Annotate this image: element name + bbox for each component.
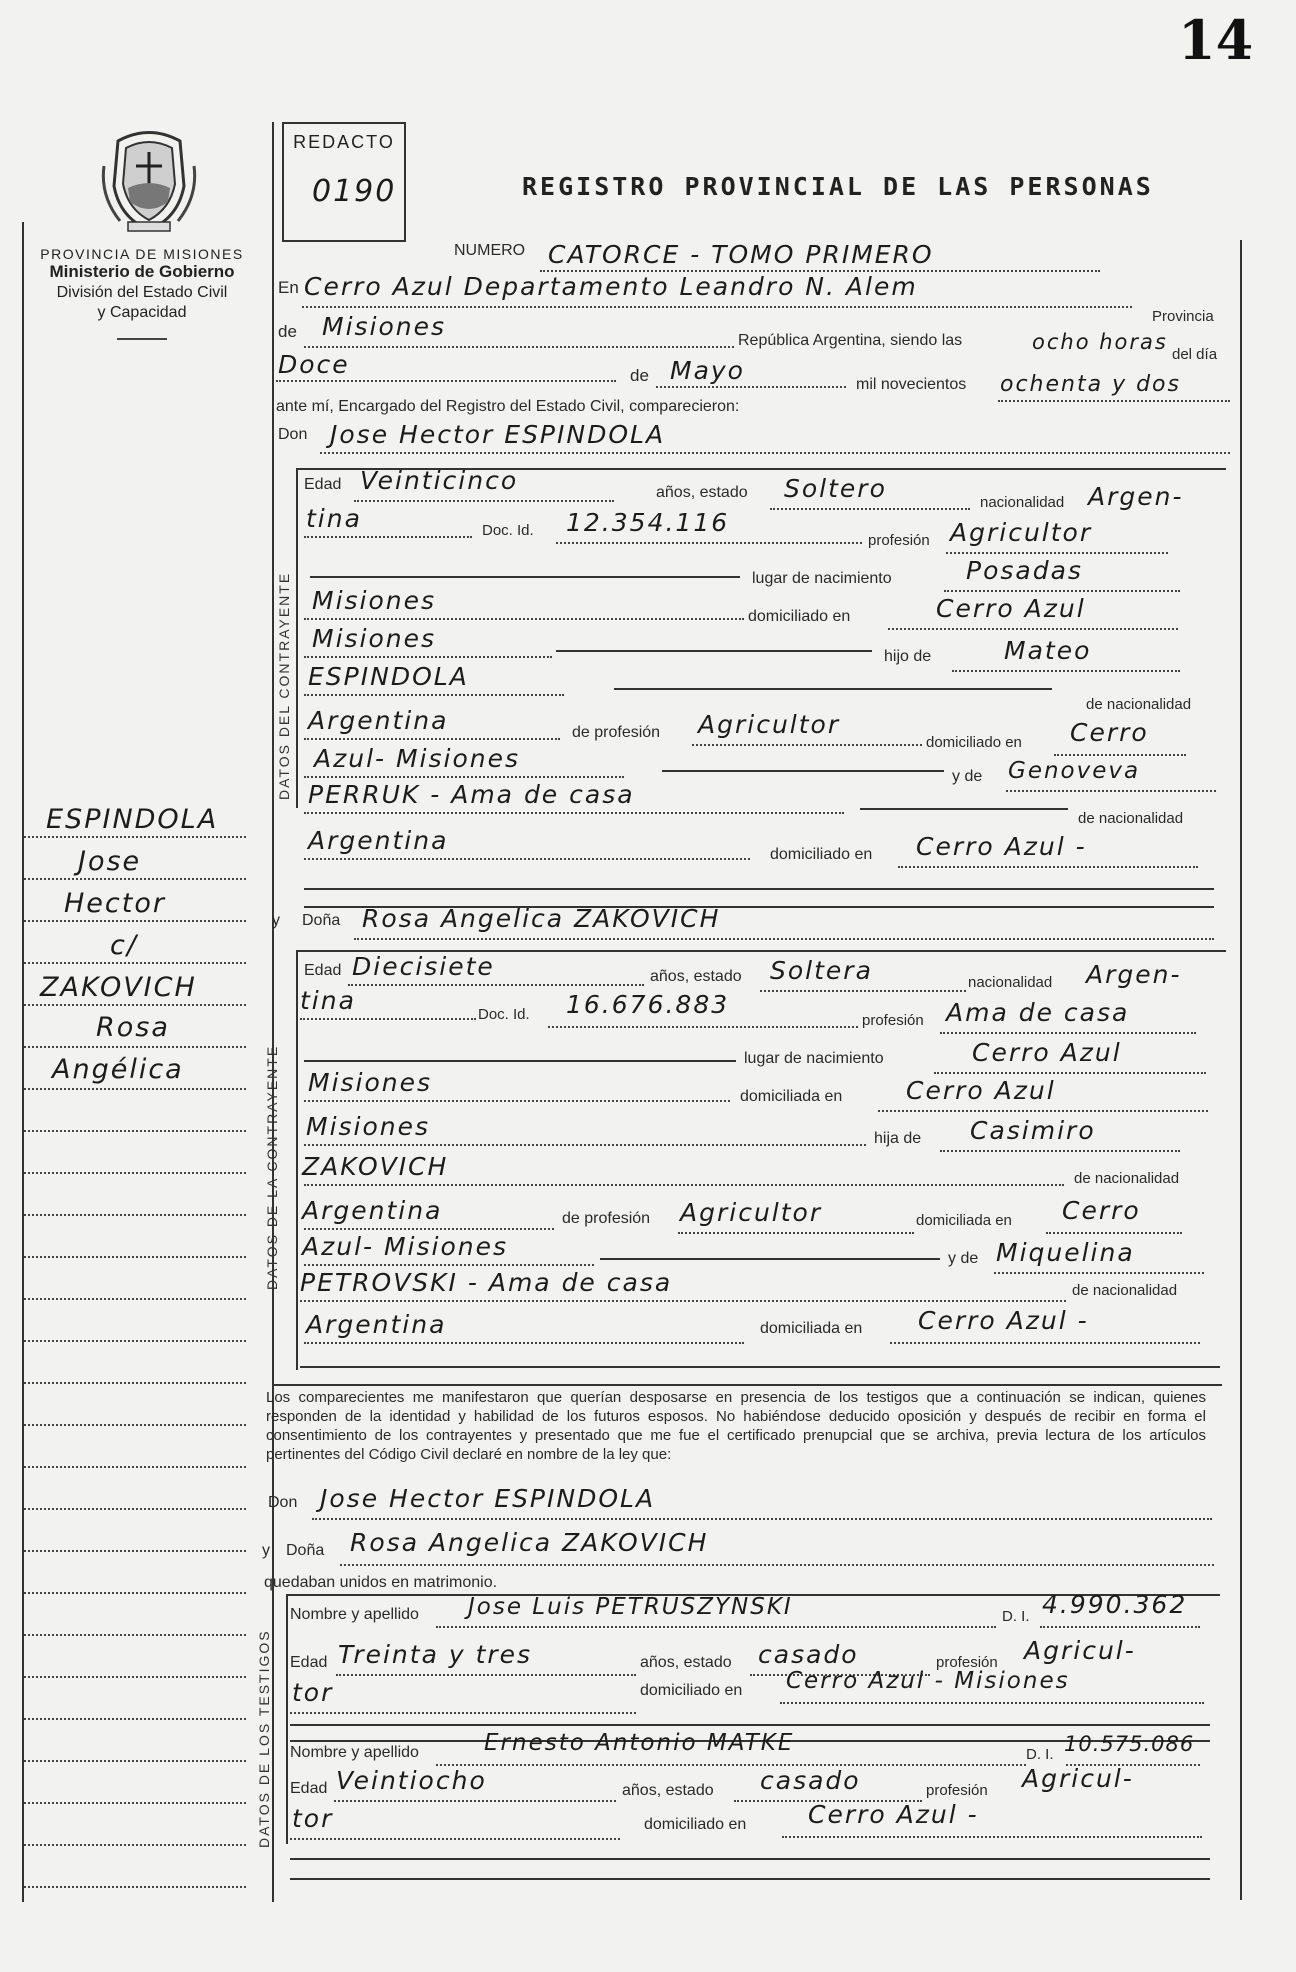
t2-di-label: D. I. (1026, 1746, 1054, 1763)
c2-estado-value: Soltera (770, 956, 873, 985)
margin-surname-1: ESPINDOLA (46, 804, 219, 835)
t2-nombre: Ernesto Antonio MATKE (484, 1730, 795, 1756)
c1-nac-value-2: tina (306, 504, 362, 533)
t1-di: 4.990.362 (1042, 1590, 1188, 1619)
margin-surname-2: ZAKOVICH (40, 972, 197, 1003)
anio-value: ochenta y dos (1000, 372, 1181, 397)
c2-domic3-label: domiciliada en (760, 1320, 863, 1337)
horas-value: ocho horas (1032, 330, 1168, 354)
c1-lugar-value-2: Misiones (312, 586, 437, 615)
c1-padre-domic-2: Azul- Misiones (314, 744, 521, 773)
c2-madre-domic: Cerro Azul - (918, 1306, 1089, 1335)
t2-estado: casado (760, 1766, 861, 1795)
c2-padre-apellido: ZAKOVICH (302, 1152, 449, 1181)
issuer-ministry: Ministerio de Gobierno (49, 262, 235, 281)
page-title: REGISTRO PROVINCIAL DE LAS PERSONAS (522, 172, 1154, 201)
margin-connector: c/ (110, 930, 138, 961)
t1-prof-label: profesión (936, 1654, 998, 1671)
c2-madre-nac: Argentina (306, 1310, 447, 1339)
dia-value: Doce (278, 350, 350, 379)
c2-anos-label: años, estado (650, 968, 742, 985)
c2-de-nac-label-2: de nacionalidad (1072, 1282, 1178, 1299)
c2-lugar-value: Cerro Azul (972, 1038, 1122, 1067)
issuer-division: División del Estado Civil (56, 284, 228, 301)
t2-domic-label: domiciliado en (644, 1816, 747, 1833)
c2-domic2-label: domiciliada en (916, 1212, 1012, 1229)
c2-nac-value-2: tina (300, 986, 356, 1015)
c1-padre-prof: Agricultor (698, 710, 841, 739)
c1-padre-domic: Cerro (1070, 718, 1149, 747)
decl-don-value: Jose Hector ESPINDOLA (320, 1484, 656, 1513)
contrayente2-section-label: DATOS DE LA CONTRAYENTE (264, 1044, 280, 1290)
t1-prof: Agricul- (1024, 1636, 1136, 1665)
c1-de-nac-label-2: de nacionalidad (1078, 810, 1184, 827)
t1-domic: Cerro Azul - Misiones (786, 1668, 1070, 1694)
c2-nac-label: nacionalidad (968, 974, 1053, 991)
c1-domic-value: Cerro Azul (936, 594, 1086, 623)
c1-doc-label: Doc. Id. (482, 522, 534, 539)
c1-edad-value: Veinticinco (360, 466, 519, 495)
c2-padre-prof: Agricultor (680, 1198, 823, 1227)
t1-prof-2: tor (292, 1678, 334, 1707)
t2-anos-label: años, estado (622, 1782, 714, 1799)
don-label: Don (278, 426, 308, 443)
t2-prof-label: profesión (926, 1782, 988, 1799)
stamp-label: REDACTO (293, 132, 395, 152)
de2-label: de (630, 366, 649, 385)
c1-madre-domic: Cerro Azul - (916, 832, 1087, 861)
c1-lugar-label: lugar de nacimiento (752, 570, 892, 587)
t2-prof-2: tor (292, 1804, 334, 1833)
t2-di: 10.575.086 (1064, 1732, 1195, 1756)
c1-de-nac-label: de nacionalidad (1086, 696, 1192, 713)
ante-text: ante mí, Encargado del Registro del Estado Civil, comparecieron: (276, 398, 740, 415)
t1-edad: Treinta y tres (338, 1640, 533, 1669)
stamp-value: 0190 (312, 174, 397, 209)
c2-de-nac-label: de nacionalidad (1074, 1170, 1180, 1187)
c2-prof-value: Ama de casa (946, 998, 1130, 1027)
marriage-statement: Los comparecientes me manifestaron que querían desposarse en presencia de los testigos que a continuación se indican, quienes responden de la identidad y habilidad de los futuros esposos. No habiéndose deducido oposición y después de recibir en forma el consentimiento de los contrayentes y presentado que me fue el certificado prenupcial que se archiva, previa lectura de los artículos pertinentes del Código Civil declaré en nombre de la ley que: (266, 1389, 1206, 1463)
en-value: Cerro Azul Departamento Leandro N. Alem (304, 272, 918, 301)
c2-madre-apellido: PETROVSKI - Ama de casa (300, 1268, 673, 1297)
republica-text: República Argentina, siendo las (738, 332, 963, 349)
c2-domic-value: Cerro Azul (906, 1076, 1056, 1105)
t1-estado: casado (758, 1640, 859, 1669)
t1-anos-label: años, estado (640, 1654, 732, 1671)
decl-dona-value: Rosa Angelica ZAKOVICH (350, 1528, 709, 1557)
c1-prof-label: profesión (868, 532, 930, 549)
del-dia-label: del día (1172, 346, 1218, 363)
t2-domic: Cerro Azul - (808, 1800, 979, 1829)
dona-label: Doña (302, 912, 341, 929)
de-label: de (278, 322, 297, 341)
c2-padre-value: Casimiro (970, 1116, 1096, 1145)
c1-madre-value: Genoveva (1008, 758, 1141, 784)
c2-domic-value-2: Misiones (306, 1112, 431, 1141)
en-label: En (278, 278, 299, 297)
c2-padre-domic-2: Azul- Misiones (302, 1232, 509, 1261)
c1-lugar-value: Posadas (966, 556, 1083, 585)
c2-doc-label: Doc. Id. (478, 1006, 530, 1023)
c2-y-de-label: y de (948, 1250, 979, 1267)
c1-padre-nac: Argentina (308, 706, 449, 735)
numero-value: CATORCE - TOMO PRIMERO (548, 240, 934, 269)
decl-don-label: Don (268, 1494, 298, 1511)
numero-label: NUMERO (454, 242, 526, 259)
c1-domic-label: domiciliado en (748, 608, 851, 625)
c2-domic-label: domiciliada en (740, 1088, 843, 1105)
t2-edad-label: Edad (290, 1780, 328, 1797)
c2-edad-label: Edad (304, 962, 342, 979)
decl-dona-label: Doña (286, 1542, 325, 1559)
margin-name-2: Hector (64, 888, 166, 919)
c1-estado-value: Soltero (784, 474, 887, 503)
decl-closing: quedaban unidos en matrimonio. (264, 1574, 498, 1591)
dona-y-label: y (272, 912, 280, 929)
dona-value: Rosa Angelica ZAKOVICH (362, 904, 721, 933)
c1-edad-label: Edad (304, 476, 342, 493)
provincia-label: Provincia (1152, 308, 1214, 325)
contrayente-section-label: DATOS DEL CONTRAYENTE (276, 571, 292, 800)
issuer-division-2: y Capacidad (97, 304, 187, 321)
c2-madre-value: Miquelina (996, 1238, 1135, 1267)
t2-prof: Agricul- (1022, 1764, 1134, 1793)
issuer-block (24, 246, 260, 340)
c1-hijo-label: hijo de (884, 648, 932, 665)
issuer-province: PROVINCIA DE MISIONES (40, 246, 244, 262)
c2-lugar-value-2: Misiones (308, 1068, 433, 1097)
t1-nombre-label: Nombre y apellido (290, 1606, 419, 1623)
t2-edad: Veintiocho (336, 1766, 487, 1795)
c1-doc-value: 12.354.116 (566, 508, 730, 537)
c2-padre-domic: Cerro (1062, 1196, 1141, 1225)
don-value: Jose Hector ESPINDOLA (330, 420, 666, 449)
c2-edad-value: Diecisiete (352, 952, 495, 981)
c1-domic2-label: domiciliado en (926, 734, 1022, 751)
margin-name-3: Rosa (96, 1012, 170, 1043)
c2-lugar-label: lugar de nacimiento (744, 1050, 884, 1067)
c2-doc-value: 16.676.883 (566, 990, 730, 1019)
c1-padre-value: Mateo (1004, 636, 1092, 665)
t1-di-label: D. I. (1002, 1608, 1030, 1625)
t1-nombre: Jose Luis PETRUSZYNSKI (468, 1594, 793, 1620)
testigos-section-label: DATOS DE LOS TESTIGOS (256, 1629, 272, 1848)
mes-value: Mayo (670, 356, 745, 385)
page-number: 14 (1178, 8, 1254, 72)
t1-edad-label: Edad (290, 1654, 328, 1671)
c2-de-prof-label: de profesión (562, 1210, 651, 1227)
c2-prof-label: profesión (862, 1012, 924, 1029)
c1-anos-label: años, estado (656, 484, 748, 501)
c1-y-de-label: y de (952, 768, 983, 785)
c1-padre-apellido: ESPINDOLA (308, 662, 469, 691)
mil-label: mil novecientos (856, 376, 967, 393)
c1-prof-value: Agricultor (950, 518, 1093, 547)
c2-nac-value: Argen- (1086, 960, 1182, 989)
decl-y-label: y (262, 1542, 270, 1559)
c1-de-prof-label: de profesión (572, 724, 661, 741)
c1-domic3-label: domiciliado en (770, 846, 873, 863)
c1-madre-nac: Argentina (308, 826, 449, 855)
c2-hija-label: hija de (874, 1130, 922, 1147)
de-value: Misiones (322, 312, 447, 341)
c1-nac-label: nacionalidad (980, 494, 1065, 511)
c2-padre-nac: Argentina (302, 1196, 443, 1225)
c1-madre-apellido: PERRUK - Ama de casa (308, 780, 635, 809)
margin-name-4: Angélica (52, 1054, 184, 1085)
t1-domic-label: domiciliado en (640, 1682, 743, 1699)
c1-domic-value-2: Misiones (312, 624, 437, 653)
margin-name-1: Jose (78, 846, 142, 877)
province-seal (98, 126, 200, 236)
t2-nombre-label: Nombre y apellido (290, 1744, 419, 1761)
c1-nac-value: Argen- (1088, 482, 1184, 511)
redacto-stamp (282, 122, 406, 242)
